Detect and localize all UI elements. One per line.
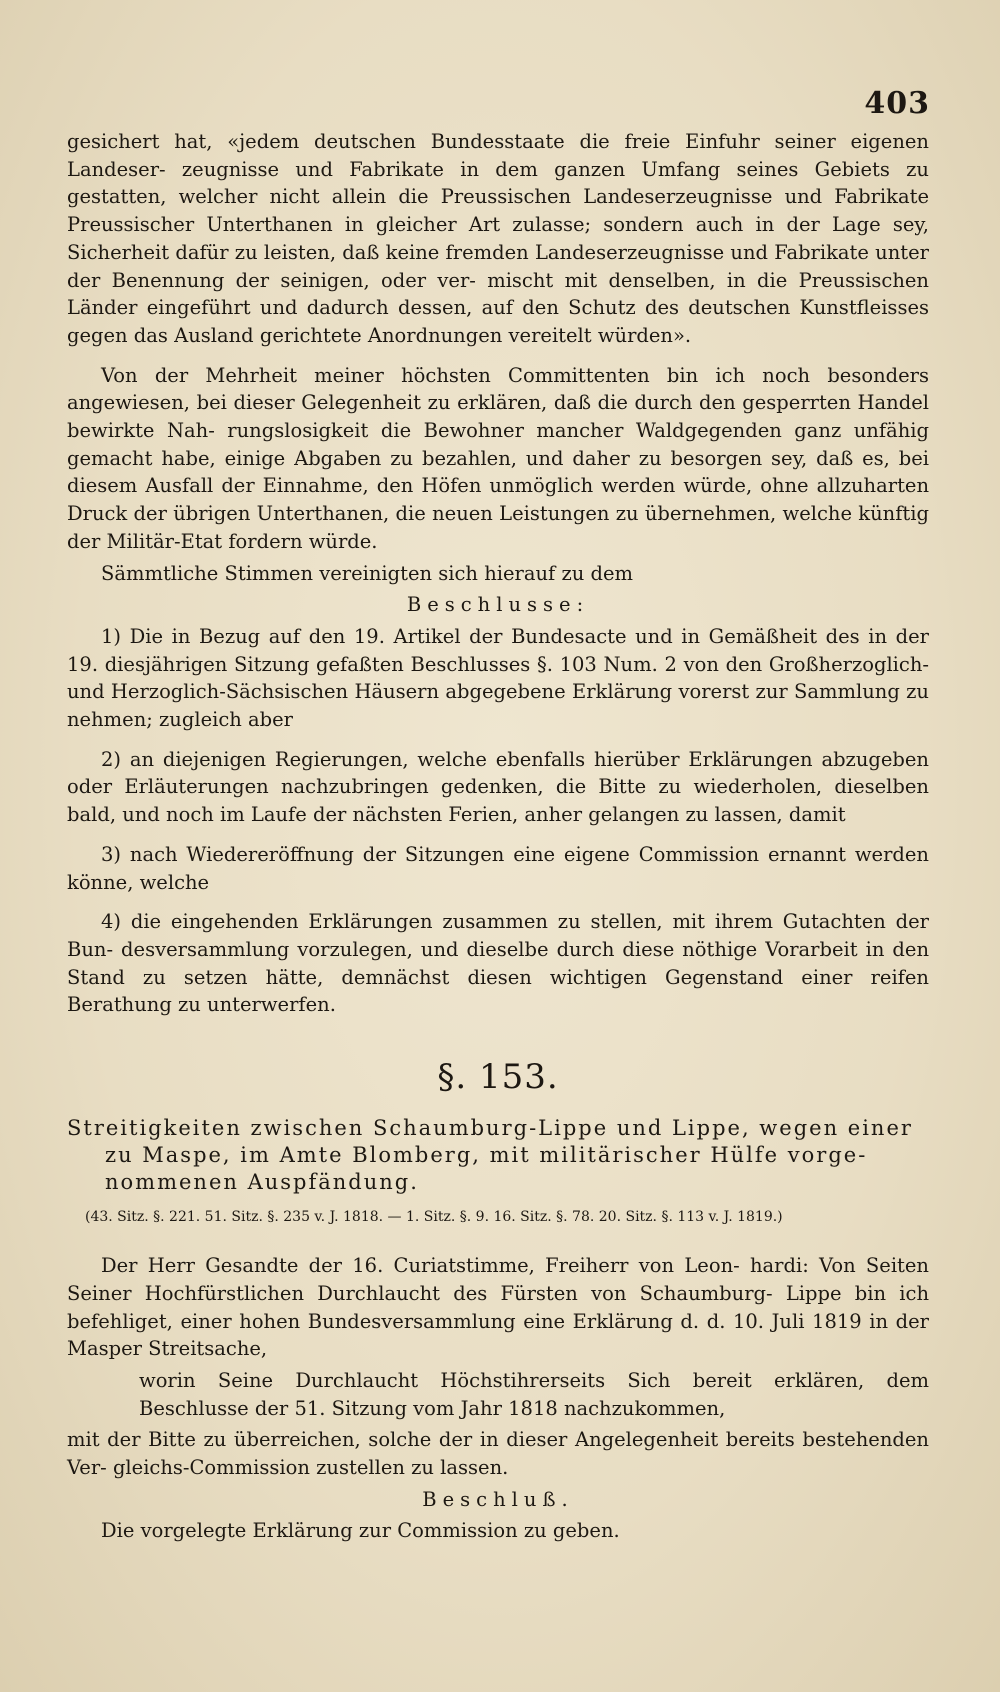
section-title-line-3: nommenen Auspfändung.	[105, 1170, 419, 1195]
section-title	[67, 1115, 929, 1196]
section-paragraph-worin: worin Seine Durchlaucht Höchstihrerseits Sich bereit erklären, dem Beschlusse der 51. Sitzung vom Jahr 1818 nachzukommen,	[139, 1368, 929, 1420]
page-number: 403	[864, 86, 930, 121]
body-text	[67, 128, 929, 1545]
section-number: §. 153.	[437, 1057, 559, 1098]
resolution-item-2: 2) an diejenigen Regierungen, welche ebenfalls hierüber Erklärungen abzugeben oder Erläuterungen nachzubringen gedenken, die Bitte zu wiederholen, dieselben bald, und noch im Laufe der nächsten Ferien, anher gelangen zu lassen, damit	[67, 747, 929, 827]
section-title-line-1: Streitigkeiten zwischen Schaumburg-Lippe und Lippe, wegen einer	[67, 1116, 913, 1141]
section-citation: (43. Sitz. §. 221. 51. Sitz. §. 235 v. J. 1818. — 1. Sitz. §. 9. 16. Sitz. §. 78. 20. Sitz. §. 113 v. J. 1819.)	[85, 1209, 783, 1226]
heading-beschlusse: Beschlusse:	[406, 593, 590, 617]
section-paragraph-bitte: mit der Bitte zu überreichen, solche der in dieser Angelegenheit bereits bestehenden Ver- gleichs-Commission zustellen zu lassen.	[67, 1428, 929, 1480]
section-paragraph-final: Die vorgelegte Erklärung zur Commission zu geben.	[101, 1519, 620, 1543]
paragraph-committenten: Von der Mehrheit meiner höchsten Committenten bin ich noch besonders angewiesen, bei dieser Gelegenheit zu erklären, daß die durch den gesperrten Handel bewirkte Nah- rungslosigkeit die Bewohner mancher Waldgegenden ganz unfähig gemacht habe, einige Abgaben zu bezahlen, und daher zu besorgen sey, daß es, bei diesem Ausfall der Einnahme, den Höfen unmöglich werden würde, ohne allzuharten Druck der übrigen Unterthanen, die neuen Leistungen zu übernehmen, welche künftig der Militär-Etat fordern würde.	[67, 363, 929, 553]
heading-beschluss: Beschluß.	[422, 1487, 574, 1511]
resolution-item-3: 3) nach Wiedereröffnung der Sitzungen eine eigene Commission ernannt werden könne, welche	[67, 842, 929, 894]
paragraph-stimmen: Sämmtliche Stimmen vereinigten sich hierauf zu dem	[101, 561, 633, 585]
resolution-item-1: 1) Die in Bezug auf den 19. Artikel der Bundesacte und in Gemäßheit des in der 19. diesjährigen Sitzung gefaßten Beschlusses §. 103 Num. 2 von den Großherzoglich- und Herzoglich-Sächsischen Häusern abgegebene Erklärung vorerst zur Sammlung zu nehmen; zugleich aber	[67, 624, 929, 732]
section-title-line-2: zu Maspe, im Amte Blomberg, mit militärischer Hülfe vorge-	[105, 1143, 868, 1168]
resolution-item-4: 4) die eingehenden Erklärungen zusammen zu stellen, mit ihrem Gutachten der Bun- desversammlung vorzulegen, und dieselbe durch diese nöthige Vorarbeit in den Stand zu setzen hätte, demnächst diesen wichtigen Gegenstand einer reifen Berathung zu unterwerfen.	[67, 910, 929, 1017]
paragraph-continuation: gesichert hat, «jedem deutschen Bundesstaate die freie Einfuhr seiner eigenen Landeser- zeugnisse und Fabrikate in dem ganzen Umfang seines Gebiets zu gestatten, welcher nicht allein die Preussischen Landeserzeugnisse und Fabrikate Preussischer Unterthanen in gleicher Art zulasse; sondern auch in der Lage sey, Sicherheit dafür zu leisten, daß keine fremden Landeserzeugnisse und Fabrikate unter der Benennung der seinigen, oder ver- mischt mit denselben, in die Preussischen Länder eingeführt und dadurch dessen, auf den Schutz des deutschen Kunstfleisses gegen das Ausland gerichtete Anordnungen vereitelt würden».	[67, 130, 929, 347]
section-paragraph-gesandte: Der Herr Gesandte der 16. Curiatstimme, Freiherr von Leon- hardi: Von Seiten Seiner Hochfürstlichen Durchlaucht des Fürsten von Schaumburg- Lippe bin ich befehliget, einer hohen Bundesversammlung eine Erklärung d. d. 10. Juli 1819 in der Masper Streitsache,	[67, 1254, 929, 1361]
